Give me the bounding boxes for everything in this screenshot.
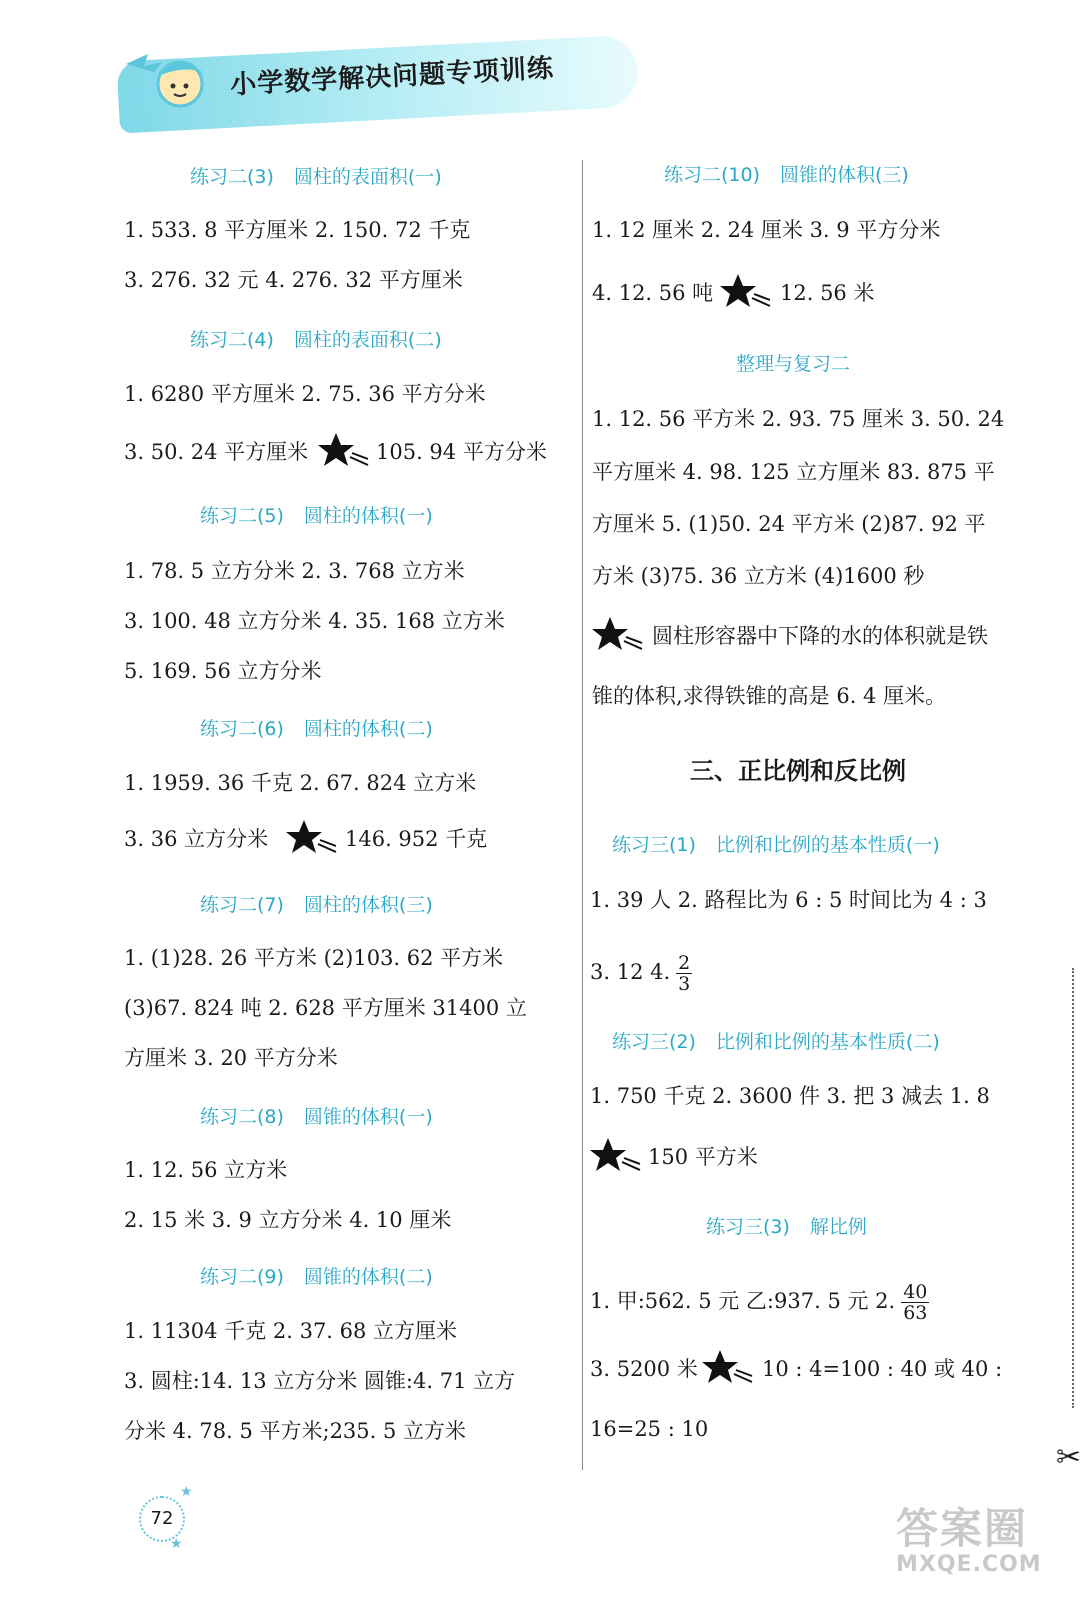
heading-topic: 圆锥的体积(三): [780, 164, 909, 186]
section-heading: [190, 162, 442, 189]
decor-star-icon: ★: [180, 1484, 193, 1500]
fraction-numerator: 40: [903, 1281, 928, 1303]
heading-label: 练习二(9): [200, 1266, 284, 1288]
answer-text: 1. 甲:562. 5 元 乙:937. 5 元 2.: [590, 1289, 896, 1313]
star-answer: 圆柱形容器中下降的水的体积就是铁: [652, 624, 988, 648]
answer-line: 方米 (3)75. 36 立方米 (4)1600 秒: [592, 564, 925, 588]
heading-topic: 圆柱的体积(二): [303, 718, 433, 740]
answer-line: 分米 4. 78. 5 平方米;235. 5 立方米: [124, 1419, 467, 1443]
heading-label: 练习二(8): [200, 1106, 284, 1128]
column-divider: [582, 160, 583, 1470]
star-answer: 146. 952 千克: [345, 827, 488, 851]
fraction: [676, 953, 692, 994]
heading-topic: 比例和比例的基本性质(二): [715, 1031, 940, 1053]
answer-line: 1. 12 厘米 2. 24 厘米 3. 9 平方分米: [592, 218, 941, 242]
heading-label: 练习三(1): [612, 834, 696, 856]
heading-label: 练习三(3): [706, 1216, 790, 1238]
heading-topic: 比例和比例的基本性质(一): [715, 834, 940, 856]
section-heading: [612, 830, 940, 857]
decor-star-icon: ★: [170, 1536, 183, 1552]
watermark-line2: MXQE.COM: [896, 1552, 1042, 1577]
answer-line: 4. 12. 56 吨: [592, 281, 714, 305]
answer-line: 2. 15 米 3. 9 立方分米 4. 10 厘米: [124, 1208, 452, 1232]
star-answer: 150 平方米: [648, 1145, 758, 1169]
answer-text: 3. 12 4.: [590, 960, 671, 984]
answer-line: 1. 750 千克 2. 3600 件 3. 把 3 减去 1. 8: [590, 1084, 990, 1108]
answer-line: 方厘米 3. 20 平方分米: [124, 1046, 338, 1070]
heading-topic: 解比例: [809, 1216, 867, 1238]
answer-line: 16=25 : 10: [590, 1417, 709, 1441]
section-heading: [190, 325, 442, 352]
answer-line: 5. 169. 56 立方分米: [124, 659, 322, 683]
page-number: 72: [139, 1496, 185, 1542]
star-icon: [718, 272, 772, 312]
star-answer: 105. 94 平方分米: [376, 440, 547, 464]
chapter-title: 三、正比例和反比例: [690, 757, 906, 785]
section-heading: [200, 501, 433, 528]
answer-line: 1. 12. 56 平方米 2. 93. 75 厘米 3. 50. 24: [592, 407, 1005, 431]
scissors-icon: ✂: [1056, 1440, 1082, 1475]
heading-topic: 圆柱的表面积(二): [293, 329, 442, 351]
section-heading: [612, 1027, 940, 1054]
answer-line: 1. 12. 56 立方米: [124, 1158, 288, 1182]
answer-line: (3)67. 824 吨 2. 628 平方厘米 31400 立: [124, 996, 527, 1020]
heading-topic: 圆柱的体积(三): [303, 894, 433, 916]
star-icon: [590, 615, 644, 655]
heading-label: 练习二(10): [664, 164, 761, 186]
section-heading: [200, 1102, 433, 1129]
section-heading: [706, 1212, 867, 1239]
answer-line: 3. 圆柱:14. 13 立方分米 圆锥:4. 71 立方: [124, 1369, 516, 1393]
watermark: [896, 1496, 1068, 1586]
fraction-denominator: 63: [903, 1302, 928, 1324]
section-heading: [664, 160, 909, 187]
cut-line: [1072, 968, 1074, 1408]
answer-line: 3. 100. 48 立方分米 4. 35. 168 立方米: [124, 609, 505, 633]
answer-line: 1. (1)28. 26 平方米 (2)103. 62 平方米: [124, 946, 504, 970]
heading-label: 整理与复习二: [736, 353, 851, 375]
section-heading: [200, 714, 433, 741]
star-icon: [316, 431, 370, 471]
watermark-line1: 答案圈: [896, 1504, 1029, 1553]
star-answer: 12. 56 米: [780, 281, 875, 305]
heading-topic: 圆柱的表面积(一): [293, 166, 442, 188]
answer-line: 3. 50. 24 平方厘米: [124, 440, 309, 464]
star-icon: [588, 1136, 642, 1176]
heading-label: 练习三(2): [612, 1031, 696, 1053]
heading-topic: 圆锥的体积(二): [303, 1266, 433, 1288]
answer-line: [590, 1282, 929, 1323]
answer-line: 平方厘米 4. 98. 125 立方厘米 83. 875 平: [592, 460, 995, 484]
answer-line: 1. 78. 5 立方分米 2. 3. 768 立方米: [124, 559, 465, 583]
answer-line: 1. 6280 平方厘米 2. 75. 36 平方分米: [124, 382, 486, 406]
section-heading: [736, 349, 850, 376]
answer-line: 1. 11304 千克 2. 37. 68 立方厘米: [124, 1319, 458, 1343]
answer-line: [590, 953, 692, 994]
section-heading: [200, 890, 433, 917]
answer-line: 3. 36 立方分米: [124, 827, 269, 851]
answer-line: 1. 533. 8 平方厘米 2. 150. 72 千克: [124, 218, 471, 242]
star-icon: [700, 1348, 754, 1388]
answer-line: 1. 39 人 2. 路程比为 6 : 5 时间比为 4 : 3: [590, 888, 987, 912]
star-answer: 10 : 4=100 : 40 或 40 :: [762, 1357, 1003, 1381]
fraction-numerator: 2: [678, 952, 691, 974]
answer-line: 1. 1959. 36 千克 2. 67. 824 立方米: [124, 771, 477, 795]
answer-line: 方厘米 5. (1)50. 24 平方米 (2)87. 92 平: [592, 512, 986, 536]
heading-label: 练习二(3): [190, 166, 274, 188]
answer-line: 锥的体积,求得铁锥的高是 6. 4 厘米。: [592, 684, 947, 708]
fraction-denominator: 3: [678, 973, 691, 995]
heading-label: 练习二(5): [200, 505, 284, 527]
mascot-icon: [118, 36, 228, 126]
section-heading: [200, 1262, 433, 1289]
answer-line: 3. 276. 32 元 4. 276. 32 平方厘米: [124, 268, 463, 292]
heading-label: 练习二(6): [200, 718, 284, 740]
star-icon: [284, 818, 338, 858]
heading-topic: 圆柱的体积(一): [303, 505, 433, 527]
heading-label: 练习二(4): [190, 329, 274, 351]
answer-line: 3. 5200 米: [590, 1357, 698, 1381]
fraction: [901, 1282, 929, 1323]
heading-topic: 圆锥的体积(一): [303, 1106, 433, 1128]
heading-label: 练习二(7): [200, 894, 284, 916]
header-title: 小学数学解决问题专项训练: [229, 53, 555, 101]
